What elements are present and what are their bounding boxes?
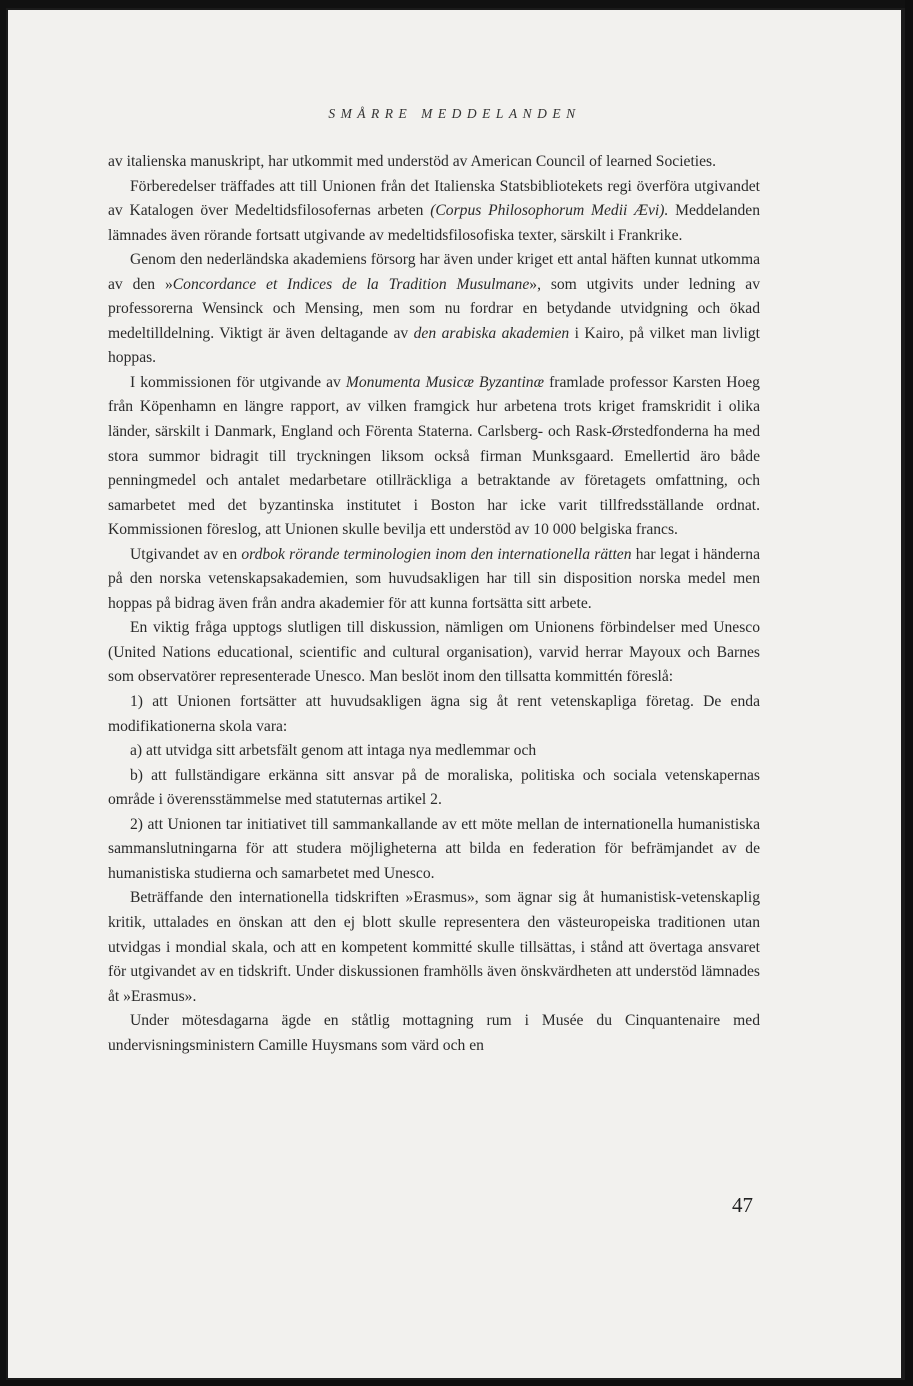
paragraph [108, 739, 760, 764]
text-run: a) att utvidga sitt arbetsfält genom att intaga nya medlemmar och [130, 742, 537, 760]
paragraph [108, 150, 760, 175]
paragraph [108, 543, 760, 617]
text-run: framlade professor Karsten Hoeg från Köpenhamn en längre rapport, av vilken framgick hur arbetena trots kriget framskridit i olika länder, särskilt i Danmark, England och Förenta Staterna. Carlsberg- och Rask-Ørstedfonderna ha med stora summor bidragit till tryckningen liksom också firman Munksgaard. Emellertid äro både penningmedel och antalet medarbetare otillräckliga a betraktande av företagets omfattning, och samarbetet med det byzantinska institutet i Boston har icke varit tillfredsställande ordnat. Kommissionen föreslog, att Unionen skulle bevilja ett understöd av 10 000 belgiska francs. [108, 373, 760, 539]
body-text [108, 150, 760, 1058]
paragraph [108, 616, 760, 690]
text-run: Under mötesdagarna ägde en ståtlig mottagning rum i Musée du Cinquantenaire med undervisningsministern Camille Huysmans som värd och en [108, 1012, 760, 1054]
paragraph [108, 886, 760, 1009]
paragraph [108, 371, 760, 543]
text-run: En viktig fråga upptogs slutligen till diskussion, nämligen om Unionens förbindelser med Unesco (United Nations educational, scientific and cultural organisation), varvid herrar Mayoux och Barnes som observatörer representerade Unesco. Man beslöt inom den tillsatta kommittén föreslå: [108, 619, 760, 686]
text-run: », som utgivits under ledning av professorerna Wensinck och Mensing, men som nu fordrar en betydande utvidgning och ökad medeltilldelning. Viktigt är även deltagande av [108, 275, 761, 342]
scan-border-bottom [0, 1380, 913, 1386]
paragraph [108, 175, 760, 249]
text-run: av italienska manuskript, har utkommit med understöd av American Council of learned Societies. [108, 153, 717, 170]
italic-text: (Corpus Philosophorum Medii Ævi). [430, 202, 669, 220]
paragraph [108, 1009, 760, 1058]
paragraph [108, 690, 760, 739]
text-run: b) att fullständigare erkänna sitt ansvar på de moraliska, politiska och sociala vetenskapernas område i överensstämmelse med statuternas artikel 2. [108, 766, 760, 809]
text-run: Meddelanden lämnades även rörande fortsatt utgivande av medeltidsfilosofiska texter, särskilt i Frankrike. [108, 202, 760, 244]
scan-border-top [0, 0, 913, 8]
text-run: i Kairo, på vilket man livligt hoppas. [108, 324, 761, 367]
scan-border-right [905, 0, 913, 1386]
paragraph [108, 764, 760, 813]
italic-text: Monumenta Musicæ Byzantinæ [345, 373, 544, 391]
text-run: Förberedelser träffades att till Unionen från det Italienska Statsbibliotekets regi överföra utgivandet av Katalogen över Medeltidsfilosofernas arbeten [108, 177, 760, 220]
paragraph [108, 248, 760, 371]
italic-text: den arabiska akademien [413, 324, 570, 342]
text-run: I kommissionen för utgivande av [130, 373, 346, 391]
italic-text: ordbok rörande terminologien inom den internationella rätten [241, 545, 632, 563]
text-run: 1) att Unionen fortsätter att huvudsakligen ägna sig åt rent vetenskapliga företag. De enda modifikationerna skola vara: [108, 693, 760, 735]
text-run: Beträffande den internationella tidskriften »Erasmus», som ägnar sig åt humanistisk-vetenskaplig kritik, uttalades en önskan att den ej blott skulle representera den västeuropeiska traditionen utan utvidgas i mondial skala, och att en kompetent kommitté skulle tillsättas, i stånd att övertaga ansvaret för utgivandet av en tidskrift. Under diskussionen framhölls även önskvärdheten att understöd lämnades åt »Erasmus». [108, 889, 760, 1005]
document-page [8, 10, 901, 1378]
page-number: 47 [732, 1193, 753, 1217]
text-run: har legat i händerna på den norska vetenskapsakademien, som huvudsakligen har till sin disposition norska medel men hoppas på bidrag även från andra akademier för att kunna fortsätta sitt arbete. [108, 545, 760, 612]
italic-text: Concordance et Indices de la Tradition Musulmane [172, 275, 530, 293]
scan-border-left [0, 0, 6, 1386]
text-run: Utgivandet av en [130, 545, 242, 563]
text-run: 2) att Unionen tar initiativet till sammankallande av ett möte mellan de internationella humanistiska sammanslutningarna för att studera möjligheterna att bilda en federation för befrämjandet av de humanistiska studierna och samarbetet med Unesco. [108, 815, 760, 882]
text-run: Genom den nederländska akademiens försorg har även under kriget ett antal häften kunnat utkomma av den » [108, 251, 760, 293]
paragraph [108, 813, 760, 887]
running-head: SMÅRRE MEDDELANDEN [328, 106, 581, 121]
